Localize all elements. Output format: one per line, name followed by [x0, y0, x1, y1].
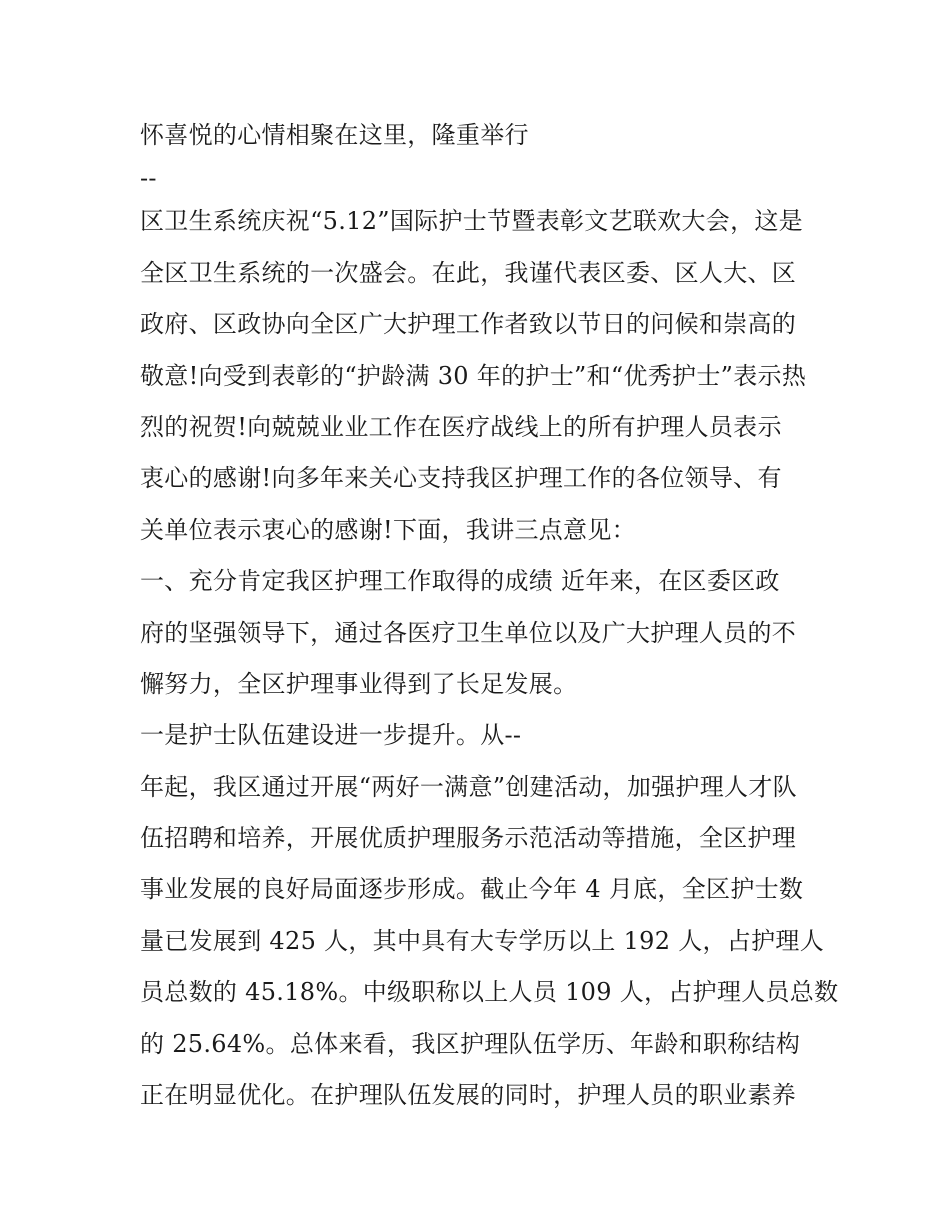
- text-line: 懈努力，全区护理事业得到了长足发展。: [140, 669, 578, 698]
- text-line: 关单位表示衷心的感谢!下面，我讲三点意见：: [140, 515, 636, 544]
- text-line: 烈的祝贺!向兢兢业业工作在医疗战线上的所有护理人员表示: [140, 412, 782, 441]
- text-line: 区卫生系统庆祝“5.12”国际护士节暨表彰文艺联欢大会，这是: [140, 207, 803, 236]
- text-line: 事业发展的良好局面逐步形成。截止今年 4 月底，全区护士数: [140, 875, 804, 904]
- text-line: 年起，我区通过开展“两好一满意”创建活动，加强护理人才队: [140, 772, 797, 801]
- text-line: 衷心的感谢!向多年来关心支持我区护理工作的各位领导、有: [140, 464, 782, 493]
- text-line: 伍招聘和培养，开展优质护理服务示范活动等措施，全区护理: [140, 824, 797, 853]
- document-body: [140, 110, 839, 1121]
- text-line: 怀喜悦的心情相聚在这里，隆重举行: [140, 121, 529, 149]
- text-line: 正在明显优化。在护理队伍发展的同时，护理人员的职业素养: [140, 1081, 797, 1110]
- text-line: 量已发展到 425 人，其中具有大专学历以上 192 人，占护理人: [140, 926, 825, 955]
- text-line: 的 25.64%。总体来看，我区护理队伍学历、年龄和职称结构: [140, 1029, 801, 1058]
- text-line: --: [140, 164, 157, 193]
- text-line: 员总数的 45.18%。中级职称以上人员 109 人，占护理人员总数: [140, 978, 839, 1007]
- text-line: 府的坚强领导下，通过各医疗卫生单位以及广大护理人员的不: [140, 618, 797, 647]
- text-line: 一、充分肯定我区护理工作取得的成绩 近年来，在区委区政: [140, 567, 780, 596]
- text-line: 全区卫生系统的一次盛会。在此，我谨代表区委、区人大、区: [140, 258, 797, 287]
- text-line: 一是护士队伍建设进一步提升。从--: [140, 721, 522, 750]
- text-line: 敬意!向受到表彰的“护龄满 30 年的护士”和“优秀护士”表示热: [140, 361, 807, 390]
- text-line: 政府、区政协向全区广大护理工作者致以节日的问候和崇高的: [140, 310, 797, 339]
